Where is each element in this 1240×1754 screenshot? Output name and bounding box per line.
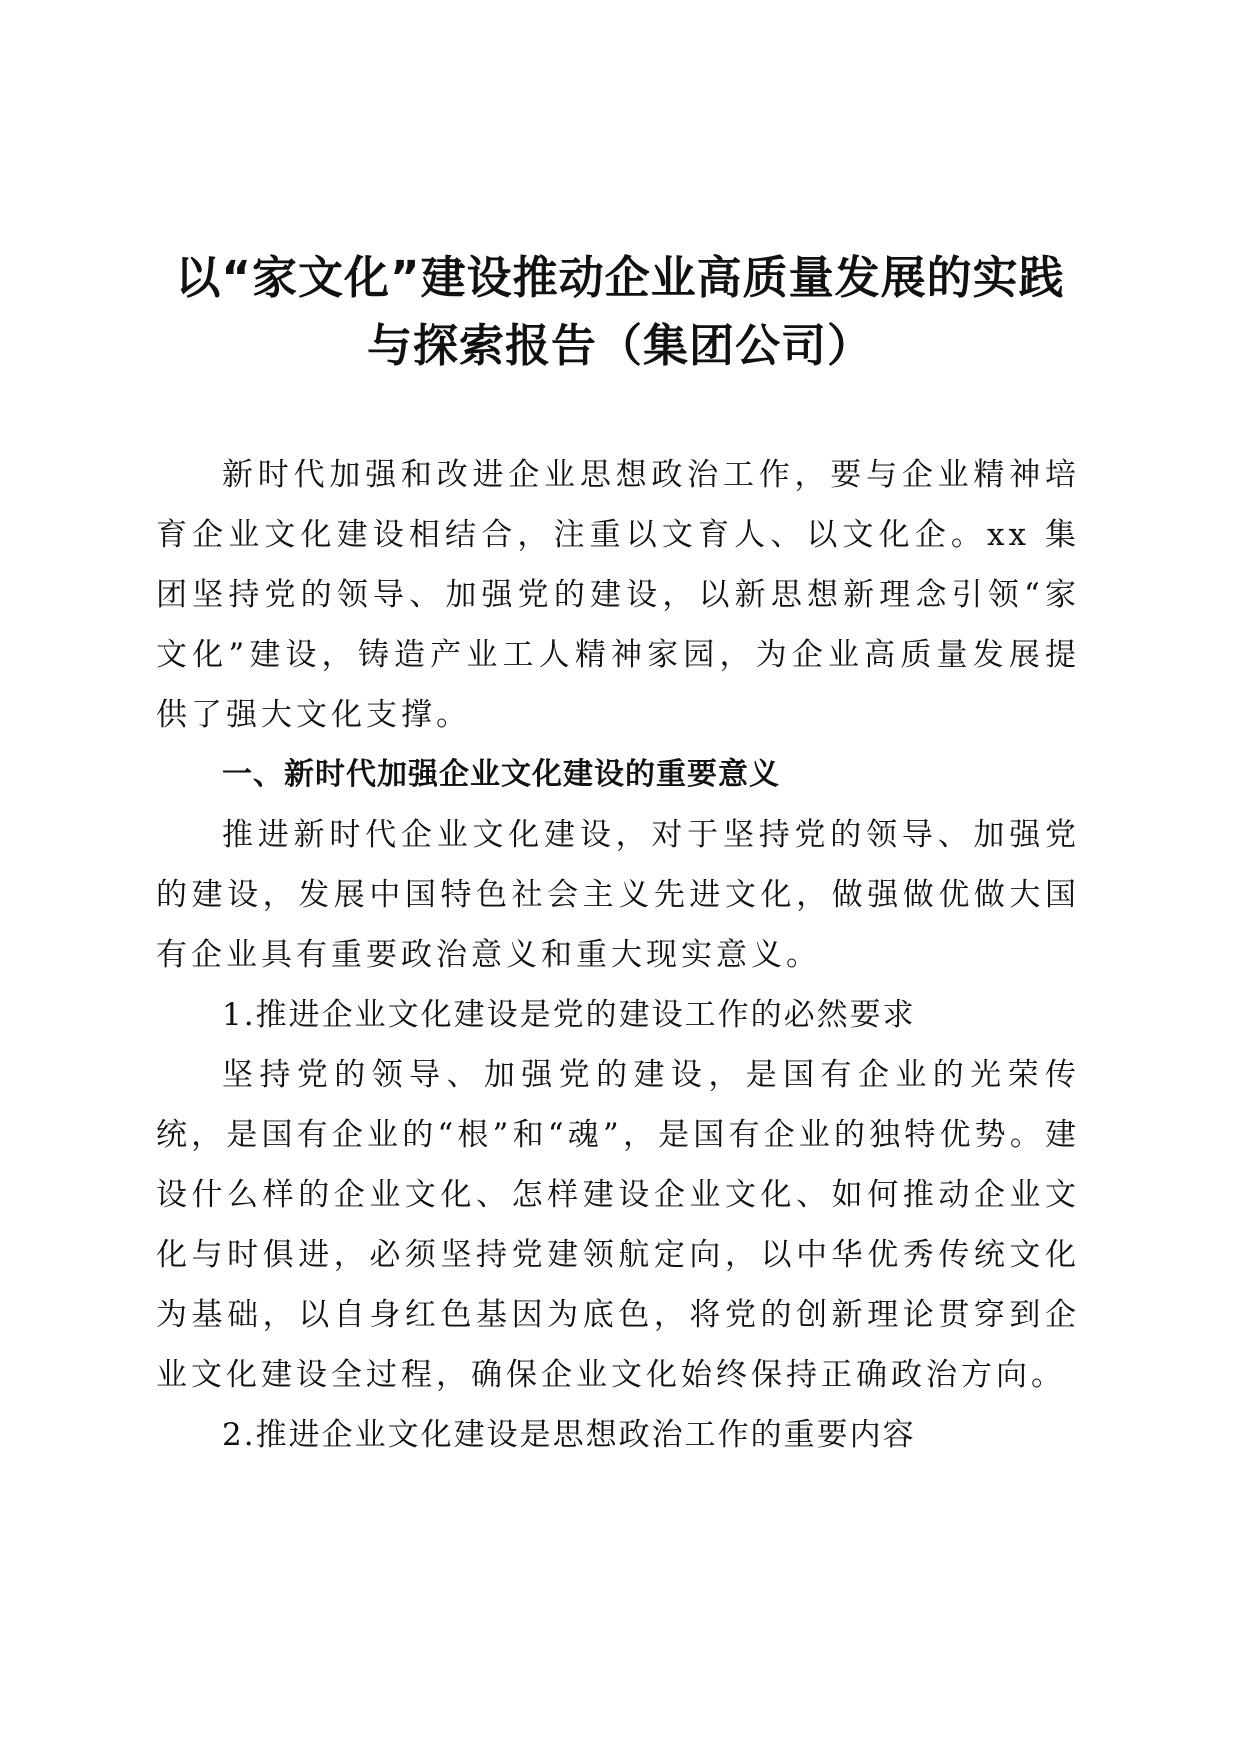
document-body [156,445,1080,1465]
intro-paragraph: 新时代加强和改进企业思想政治工作，要与企业精神培育企业文化建设相结合，注重以文育人、以文化企。xx 集团坚持党的领导、加强党的建设，以新思想新理念引领“家文化”建设，铸造产业工人精神家园，为企业高质量发展提供了强大文化支撑。 [156,457,1080,733]
document-title [150,244,1090,380]
title-line-2: 与探索报告（集团公司） [366,319,873,372]
subsection-2-heading: 2.推进企业文化建设是思想政治工作的重要内容 [222,1417,916,1453]
subsection-1-paragraph: 坚持党的领导、加强党的建设，是国有企业的光荣传统，是国有企业的“根”和“魂”，是国有企业的独特优势。建设什么样的企业文化、怎样建设企业文化、如何推动企业文化与时俱进，必须坚持党建领航定向，以中华优秀传统文化为基础，以自身红色基因为底色，将党的创新理论贯穿到企业文化建设全过程，确保企业文化始终保持正确政治方向。 [156,1057,1080,1393]
subsection-1-heading: 1.推进企业文化建设是党的建设工作的必然要求 [222,997,916,1033]
section-1-paragraph: 推进新时代企业文化建设，对于坚持党的领导、加强党的建设，发展中国特色社会主义先进文化，做强做优做大国有企业具有重要政治意义和重大现实意义。 [156,817,1080,973]
title-line-1: 以“家文化”建设推动企业高质量发展的实践 [175,251,1065,304]
section-1-heading: 一、新时代加强企业文化建设的重要意义 [222,757,780,792]
